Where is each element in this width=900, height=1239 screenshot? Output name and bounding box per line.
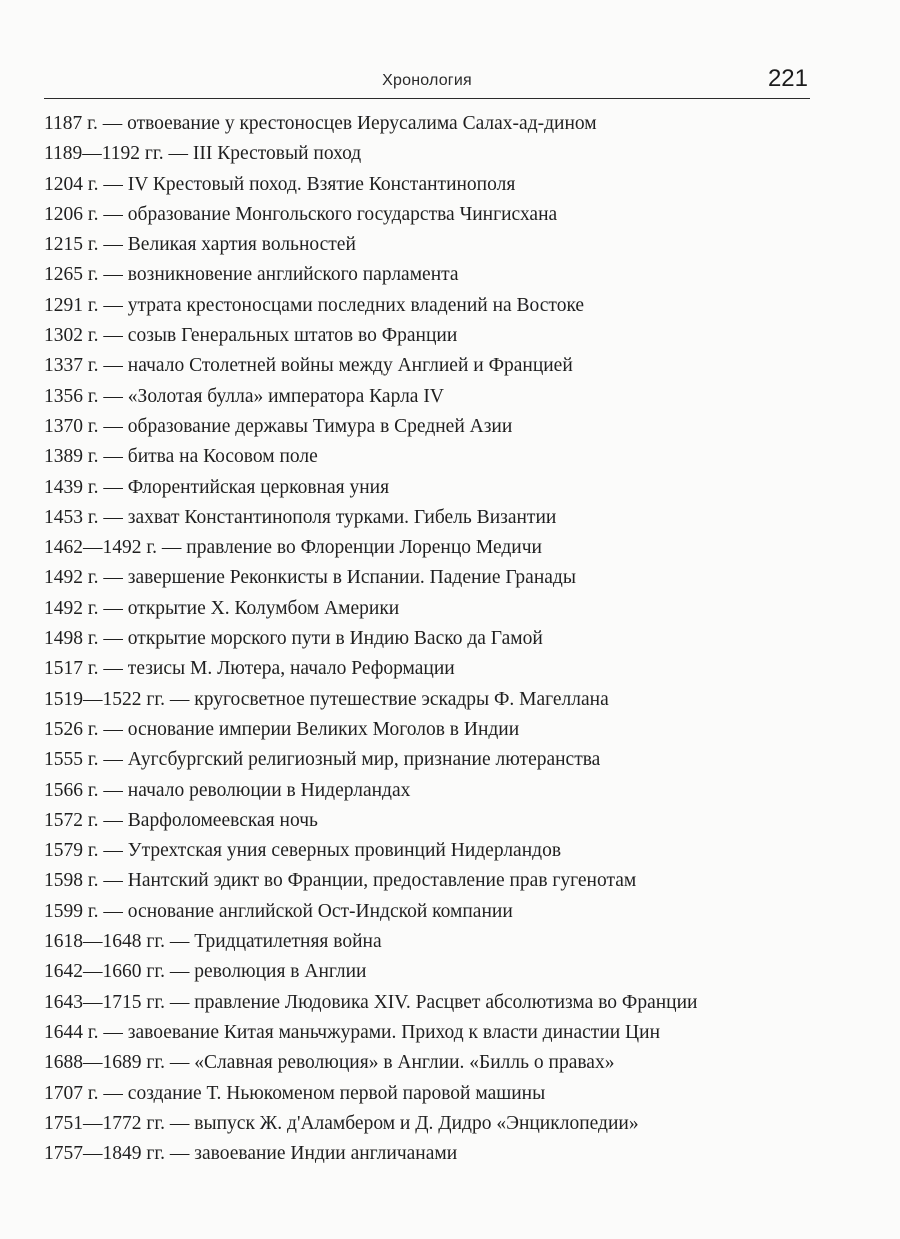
chronology-entry: 1302 г. — созыв Генеральных штатов во Франции [44, 325, 458, 347]
chronology-entry: 1265 г. — возникновение английского парламента [44, 264, 459, 286]
chronology-entry: 1462—1492 г. — правление во Флоренции Лоренцо Медичи [44, 537, 542, 559]
chronology-entry: 1618—1648 гг. — Тридцатилетняя война [44, 931, 382, 953]
chronology-entry: 1498 г. — открытие морского пути в Индию Васко да Гамой [44, 628, 543, 650]
chronology-entry: 1599 г. — основание английской Ост-Индской компании [44, 900, 513, 922]
chronology-entry: 1439 г. — Флорентийская церковная уния [44, 476, 390, 498]
chronology-list [44, 109, 844, 1169]
chronology-entry: 1337 г. — начало Столетней войны между Англией и Францией [44, 355, 573, 377]
chronology-entry: 1517 г. — тезисы М. Лютера, начало Реформации [44, 658, 455, 680]
section-title: Хронология [382, 72, 472, 89]
chronology-entry: 1492 г. — открытие Х. Колумбом Америки [44, 597, 400, 619]
chronology-entry: 1751—1772 гг. — выпуск Ж. д'Аламбером и Д. Дидро «Энциклопедии» [44, 1112, 639, 1134]
chronology-entry: 1519—1522 гг. — кругосветное путешествие эскадры Ф. Магеллана [44, 688, 609, 710]
chronology-entry: 1189—1192 гг. — III Крестовый поход [44, 143, 362, 165]
chronology-entry: 1598 г. — Нантский эдикт во Франции, предоставление прав гугенотам [44, 870, 637, 892]
chronology-entry: 1572 г. — Варфоломеевская ночь [44, 809, 318, 831]
chronology-entry: 1291 г. — утрата крестоносцами последних владений на Востоке [44, 294, 585, 316]
chronology-entry: 1204 г. — IV Крестовый поход. Взятие Константинополя [44, 173, 516, 195]
chronology-entry: 1453 г. — захват Константинополя турками. Гибель Византии [44, 506, 557, 528]
chronology-entry: 1187 г. — отвоевание у крестоносцев Иерусалима Салах-ад-дином [44, 113, 597, 134]
chronology-entry: 1370 г. — образование державы Тимура в Средней Азии [44, 415, 513, 437]
chronology-entry: 1688—1689 гг. — «Славная революция» в Англии. «Билль о правах» [44, 1052, 615, 1074]
chronology-entry: 1215 г. — Великая хартия вольностей [44, 234, 356, 256]
chronology-entry: 1644 г. — завоевание Китая маньчжурами. Приход к власти династии Цин [44, 1021, 661, 1043]
chronology-entry: 1643—1715 гг. — правление Людовика XIV. Расцвет абсолютизма во Франции [44, 991, 698, 1013]
running-header [44, 64, 810, 99]
chronology-entry: 1566 г. — начало революции в Нидерландах [44, 779, 411, 801]
chronology-entry: 1579 г. — Утрехтская уния северных провинций Нидерландов [44, 840, 562, 862]
chronology-entry: 1356 г. — «Золотая булла» императора Карла IV [44, 385, 444, 407]
chronology-entry: 1555 г. — Аугсбургский религиозный мир, признание лютеранства [44, 749, 601, 771]
chronology-entry: 1757—1849 гг. — завоевание Индии англичанами [44, 1143, 458, 1165]
chronology-entry: 1492 г. — завершение Реконкисты в Испании. Падение Гранады [44, 567, 576, 589]
chronology-entry: 1389 г. — битва на Косовом поле [44, 446, 318, 468]
chronology-entry: 1206 г. — образование Монгольского государства Чингисхана [44, 203, 558, 225]
page-number: 221 [767, 65, 808, 92]
chronology-entry: 1526 г. — основание империи Великих Моголов в Индии [44, 718, 520, 740]
chronology-entry: 1707 г. — создание Т. Ньюкоменом первой паровой машины [44, 1082, 546, 1104]
chronology-entry: 1642—1660 гг. — революция в Англии [44, 961, 367, 983]
